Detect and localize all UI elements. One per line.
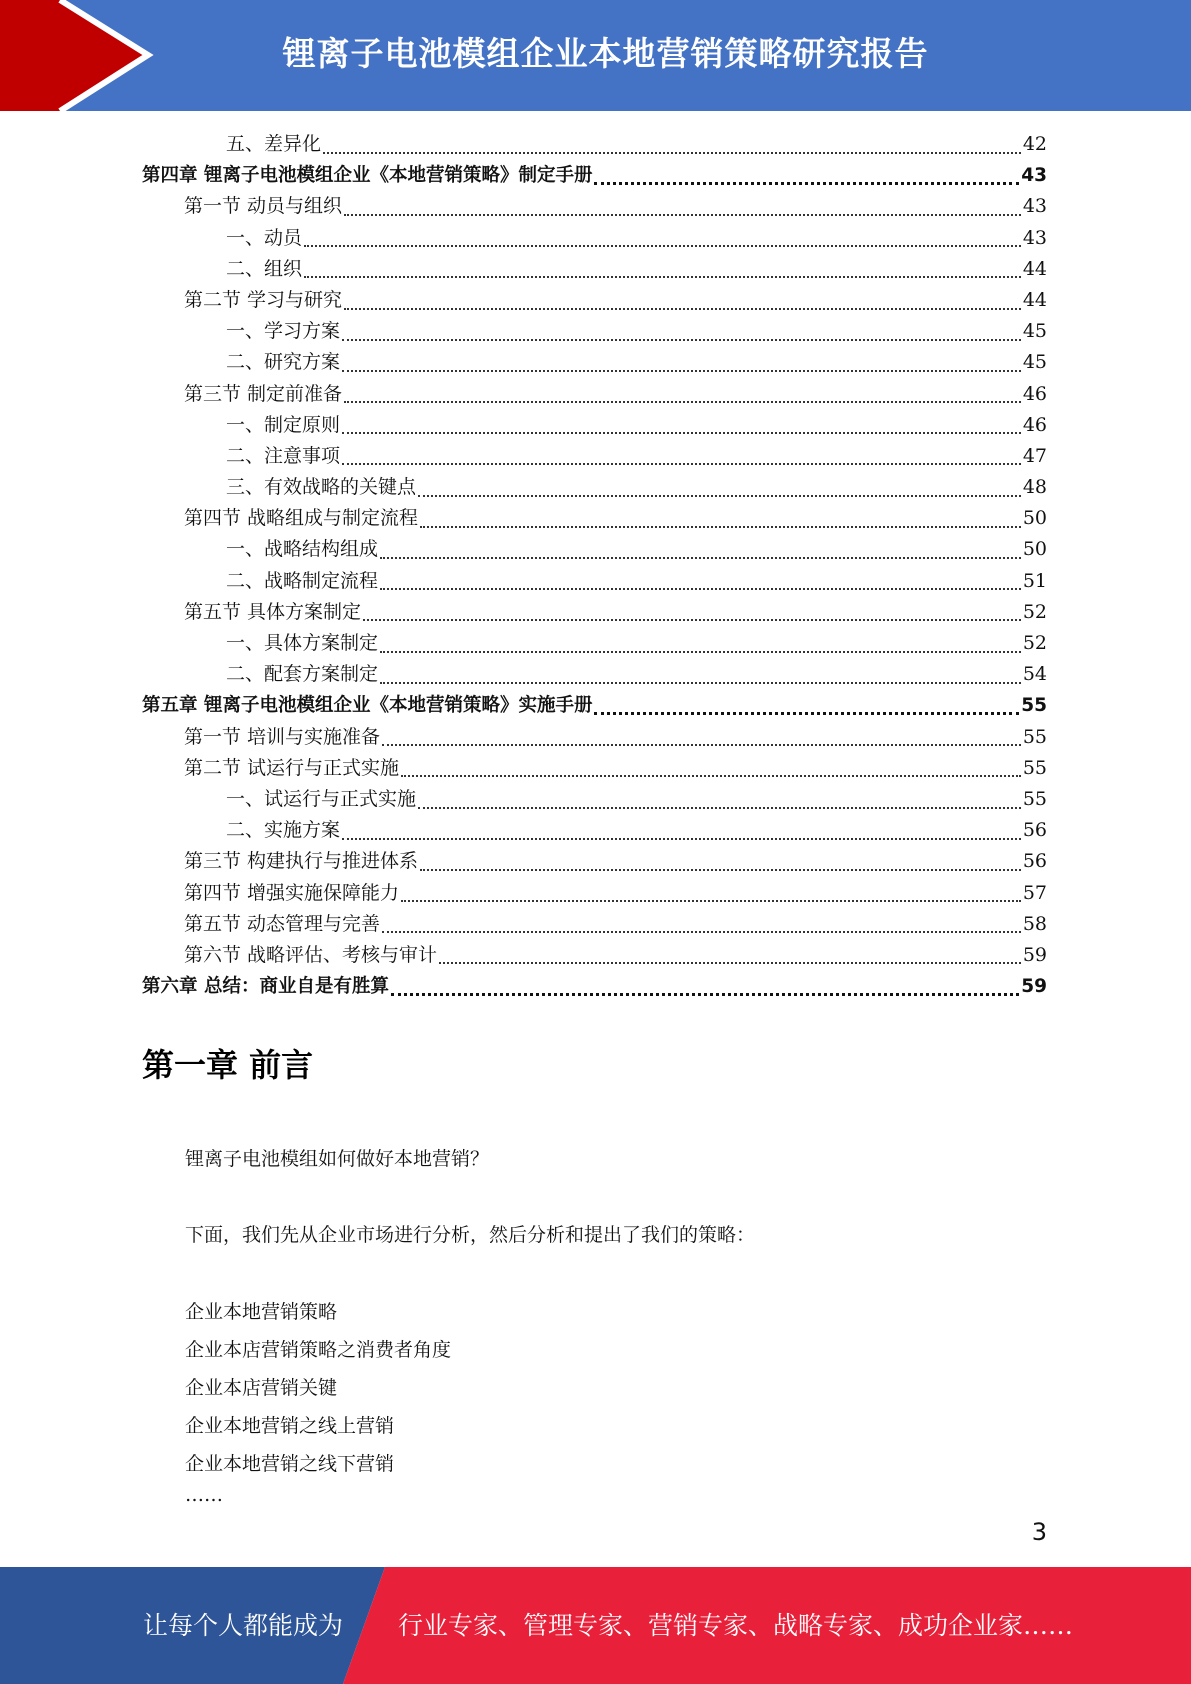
toc-entry-label: 第五节 具体方案制定 bbox=[184, 600, 362, 623]
toc-page-number: 59 bbox=[1022, 943, 1047, 966]
toc-page-number: 51 bbox=[1022, 569, 1047, 592]
toc-entry-label: 第一节 培训与实施准备 bbox=[184, 725, 381, 748]
toc-page-number: 42 bbox=[1022, 133, 1047, 155]
toc-page-number: 48 bbox=[1022, 476, 1047, 499]
toc-entry-label: 一、学习方案 bbox=[226, 320, 341, 343]
toc-page-number: 57 bbox=[1022, 881, 1047, 904]
toc-page-number: 47 bbox=[1022, 444, 1047, 467]
footer-banner bbox=[0, 1567, 1191, 1684]
toc-entry-label: 第二节 试运行与正式实施 bbox=[184, 756, 400, 779]
toc-entry-label: 二、配套方案制定 bbox=[226, 663, 379, 686]
toc-section-entry[interactable] bbox=[142, 597, 1047, 628]
toc-dot-leader bbox=[418, 807, 1021, 809]
document-title: 锂离子电池模组企业本地营销策略研究报告 bbox=[282, 34, 929, 73]
toc-entry-label: 第五章 锂离子电池模组企业《本地营销策略》实施手册 bbox=[142, 695, 593, 717]
toc-entry-label: 一、动员 bbox=[226, 226, 303, 249]
toc-dot-leader bbox=[382, 931, 1021, 933]
toc-dot-leader bbox=[401, 775, 1021, 777]
toc-dot-leader bbox=[401, 900, 1021, 902]
toc-dot-leader bbox=[304, 276, 1021, 278]
toc-page-number: 44 bbox=[1022, 257, 1047, 280]
toc-subsection-entry[interactable] bbox=[142, 223, 1047, 254]
toc-entry-label: 第四节 战略组成与制定流程 bbox=[184, 507, 419, 530]
toc-dot-leader bbox=[391, 993, 1019, 996]
toc-chapter-entry[interactable] bbox=[142, 690, 1047, 721]
toc-page-number: 56 bbox=[1022, 850, 1047, 873]
toc-entry-label: 一、试运行与正式实施 bbox=[226, 787, 417, 810]
toc-dot-leader bbox=[342, 463, 1021, 465]
toc-entry-label: 第四章 锂离子电池模组企业《本地营销策略》制定手册 bbox=[142, 165, 593, 187]
header-banner bbox=[0, 0, 1191, 111]
toc-entry-label: 二、战略制定流程 bbox=[226, 569, 379, 592]
toc-entry-label: 一、具体方案制定 bbox=[226, 632, 379, 654]
toc-dot-leader bbox=[594, 712, 1019, 715]
toc-dot-leader bbox=[380, 588, 1021, 590]
toc-subsection-entry[interactable] bbox=[142, 628, 1047, 659]
toc-dot-leader bbox=[344, 214, 1021, 216]
toc-dot-leader bbox=[342, 432, 1021, 434]
toc-page-number: 55 bbox=[1022, 756, 1047, 779]
toc-subsection-entry[interactable] bbox=[142, 534, 1047, 565]
toc-dot-leader bbox=[363, 619, 1021, 621]
strategy-item: 企业本地营销策略 bbox=[185, 1301, 338, 1323]
toc-section-entry[interactable] bbox=[142, 878, 1047, 909]
toc-subsection-entry[interactable] bbox=[142, 254, 1047, 285]
strategy-item-ellipsis: …… bbox=[185, 1484, 223, 1506]
toc-dot-leader bbox=[304, 245, 1021, 247]
toc-entry-label: 三、有效战略的关键点 bbox=[226, 476, 417, 499]
toc-page-number: 58 bbox=[1022, 912, 1047, 935]
toc-dot-leader bbox=[342, 370, 1021, 372]
toc-page-number: 43 bbox=[1022, 195, 1047, 218]
footer-slogan-right: 行业专家、管理专家、营销专家、战略专家、成功企业家…… bbox=[398, 1611, 1074, 1640]
chapter-intro: 下面，我们先从企业市场进行分析，然后分析和提出了我们的策略： bbox=[185, 1224, 756, 1246]
toc-dot-leader bbox=[380, 682, 1021, 684]
toc-subsection-entry[interactable] bbox=[142, 347, 1047, 378]
toc-page-number: 43 bbox=[1022, 226, 1047, 249]
toc-page-number: 43 bbox=[1021, 165, 1047, 187]
strategy-item: 企业本地营销之线上营销 bbox=[185, 1415, 395, 1437]
strategy-item: 企业本店营销关键 bbox=[185, 1377, 338, 1399]
toc-entry-label: 第六节 战略评估、考核与审计 bbox=[184, 943, 438, 966]
toc-chapter-entry[interactable] bbox=[142, 971, 1047, 1002]
toc-subsection-entry[interactable] bbox=[142, 566, 1047, 597]
toc-page-number: 45 bbox=[1022, 351, 1047, 374]
toc-subsection-entry[interactable] bbox=[142, 659, 1047, 690]
toc-dot-leader bbox=[323, 152, 1021, 154]
toc-entry-label: 第三节 制定前准备 bbox=[184, 382, 343, 405]
toc-dot-leader bbox=[418, 495, 1021, 497]
toc-subsection-entry[interactable] bbox=[142, 472, 1047, 503]
toc-page-number: 54 bbox=[1022, 663, 1047, 686]
toc-page-number: 50 bbox=[1022, 507, 1047, 530]
toc-page-number: 56 bbox=[1022, 819, 1047, 842]
toc-chapter-entry[interactable] bbox=[142, 160, 1047, 191]
toc-section-entry[interactable] bbox=[142, 846, 1047, 877]
toc-dot-leader bbox=[342, 838, 1021, 840]
toc-page-number: 55 bbox=[1022, 787, 1047, 810]
toc-subsection-entry[interactable] bbox=[142, 129, 1047, 160]
toc-entry-label: 第四节 增强实施保障能力 bbox=[184, 881, 400, 904]
chapter-question: 锂离子电池模组如何做好本地营销？ bbox=[185, 1148, 490, 1170]
toc-dot-leader bbox=[420, 869, 1021, 871]
toc-section-entry[interactable] bbox=[142, 940, 1047, 971]
page-number: 3 bbox=[1031, 1518, 1047, 1546]
toc-page-number: 45 bbox=[1022, 320, 1047, 343]
toc-entry-label: 二、组织 bbox=[226, 257, 303, 280]
toc-entry-label: 第五节 动态管理与完善 bbox=[184, 912, 381, 935]
toc-page-number: 52 bbox=[1022, 600, 1047, 623]
toc-entry-label: 第二节 学习与研究 bbox=[184, 288, 343, 311]
toc-dot-leader bbox=[380, 557, 1021, 559]
toc-dot-leader bbox=[380, 651, 1021, 653]
toc-page-number: 50 bbox=[1022, 538, 1047, 561]
toc-page-number: 46 bbox=[1022, 413, 1047, 436]
toc-section-entry[interactable] bbox=[142, 909, 1047, 940]
toc-dot-leader bbox=[439, 962, 1021, 964]
toc-section-entry[interactable] bbox=[142, 191, 1047, 222]
toc-entry-label: 第一节 动员与组织 bbox=[184, 195, 343, 218]
toc-page-number: 59 bbox=[1021, 976, 1047, 998]
toc-entry-label: 一、制定原则 bbox=[226, 413, 341, 436]
toc-section-entry[interactable] bbox=[142, 722, 1047, 753]
toc-page-number: 44 bbox=[1022, 288, 1047, 311]
toc-dot-leader bbox=[342, 339, 1021, 341]
toc-dot-leader bbox=[344, 308, 1021, 310]
toc-dot-leader bbox=[594, 182, 1019, 185]
chapter-title: 第一章 前言 bbox=[142, 1046, 314, 1084]
toc-dot-leader bbox=[344, 401, 1021, 403]
toc-entry-label: 一、战略结构组成 bbox=[226, 538, 379, 561]
toc-entry-label: 五、差异化 bbox=[226, 133, 322, 155]
footer-slogan-left: 让每个人都能成为 bbox=[143, 1611, 344, 1640]
strategy-item: 企业本地营销之线下营销 bbox=[185, 1453, 395, 1475]
strategy-item: 企业本店营销策略之消费者角度 bbox=[185, 1339, 452, 1361]
table-of-contents bbox=[142, 129, 1047, 1002]
toc-subsection-entry[interactable] bbox=[142, 815, 1047, 846]
toc-subsection-entry[interactable] bbox=[142, 316, 1047, 347]
toc-page-number: 55 bbox=[1022, 725, 1047, 748]
toc-page-number: 52 bbox=[1022, 632, 1047, 654]
toc-dot-leader bbox=[382, 744, 1021, 746]
toc-entry-label: 第六章 总结：商业自是有胜算 bbox=[142, 976, 389, 998]
toc-subsection-entry[interactable] bbox=[142, 410, 1047, 441]
toc-entry-label: 二、研究方案 bbox=[226, 351, 341, 374]
toc-subsection-entry[interactable] bbox=[142, 441, 1047, 472]
toc-page-number: 55 bbox=[1021, 695, 1047, 717]
toc-section-entry[interactable] bbox=[142, 503, 1047, 534]
toc-section-entry[interactable] bbox=[142, 379, 1047, 410]
toc-entry-label: 二、实施方案 bbox=[226, 819, 341, 842]
toc-dot-leader bbox=[420, 526, 1021, 528]
toc-entry-label: 第三节 构建执行与推进体系 bbox=[184, 850, 419, 873]
toc-subsection-entry[interactable] bbox=[142, 784, 1047, 815]
toc-entry-label: 二、注意事项 bbox=[226, 444, 341, 467]
toc-section-entry[interactable] bbox=[142, 753, 1047, 784]
toc-section-entry[interactable] bbox=[142, 285, 1047, 316]
toc-page-number: 46 bbox=[1022, 382, 1047, 405]
